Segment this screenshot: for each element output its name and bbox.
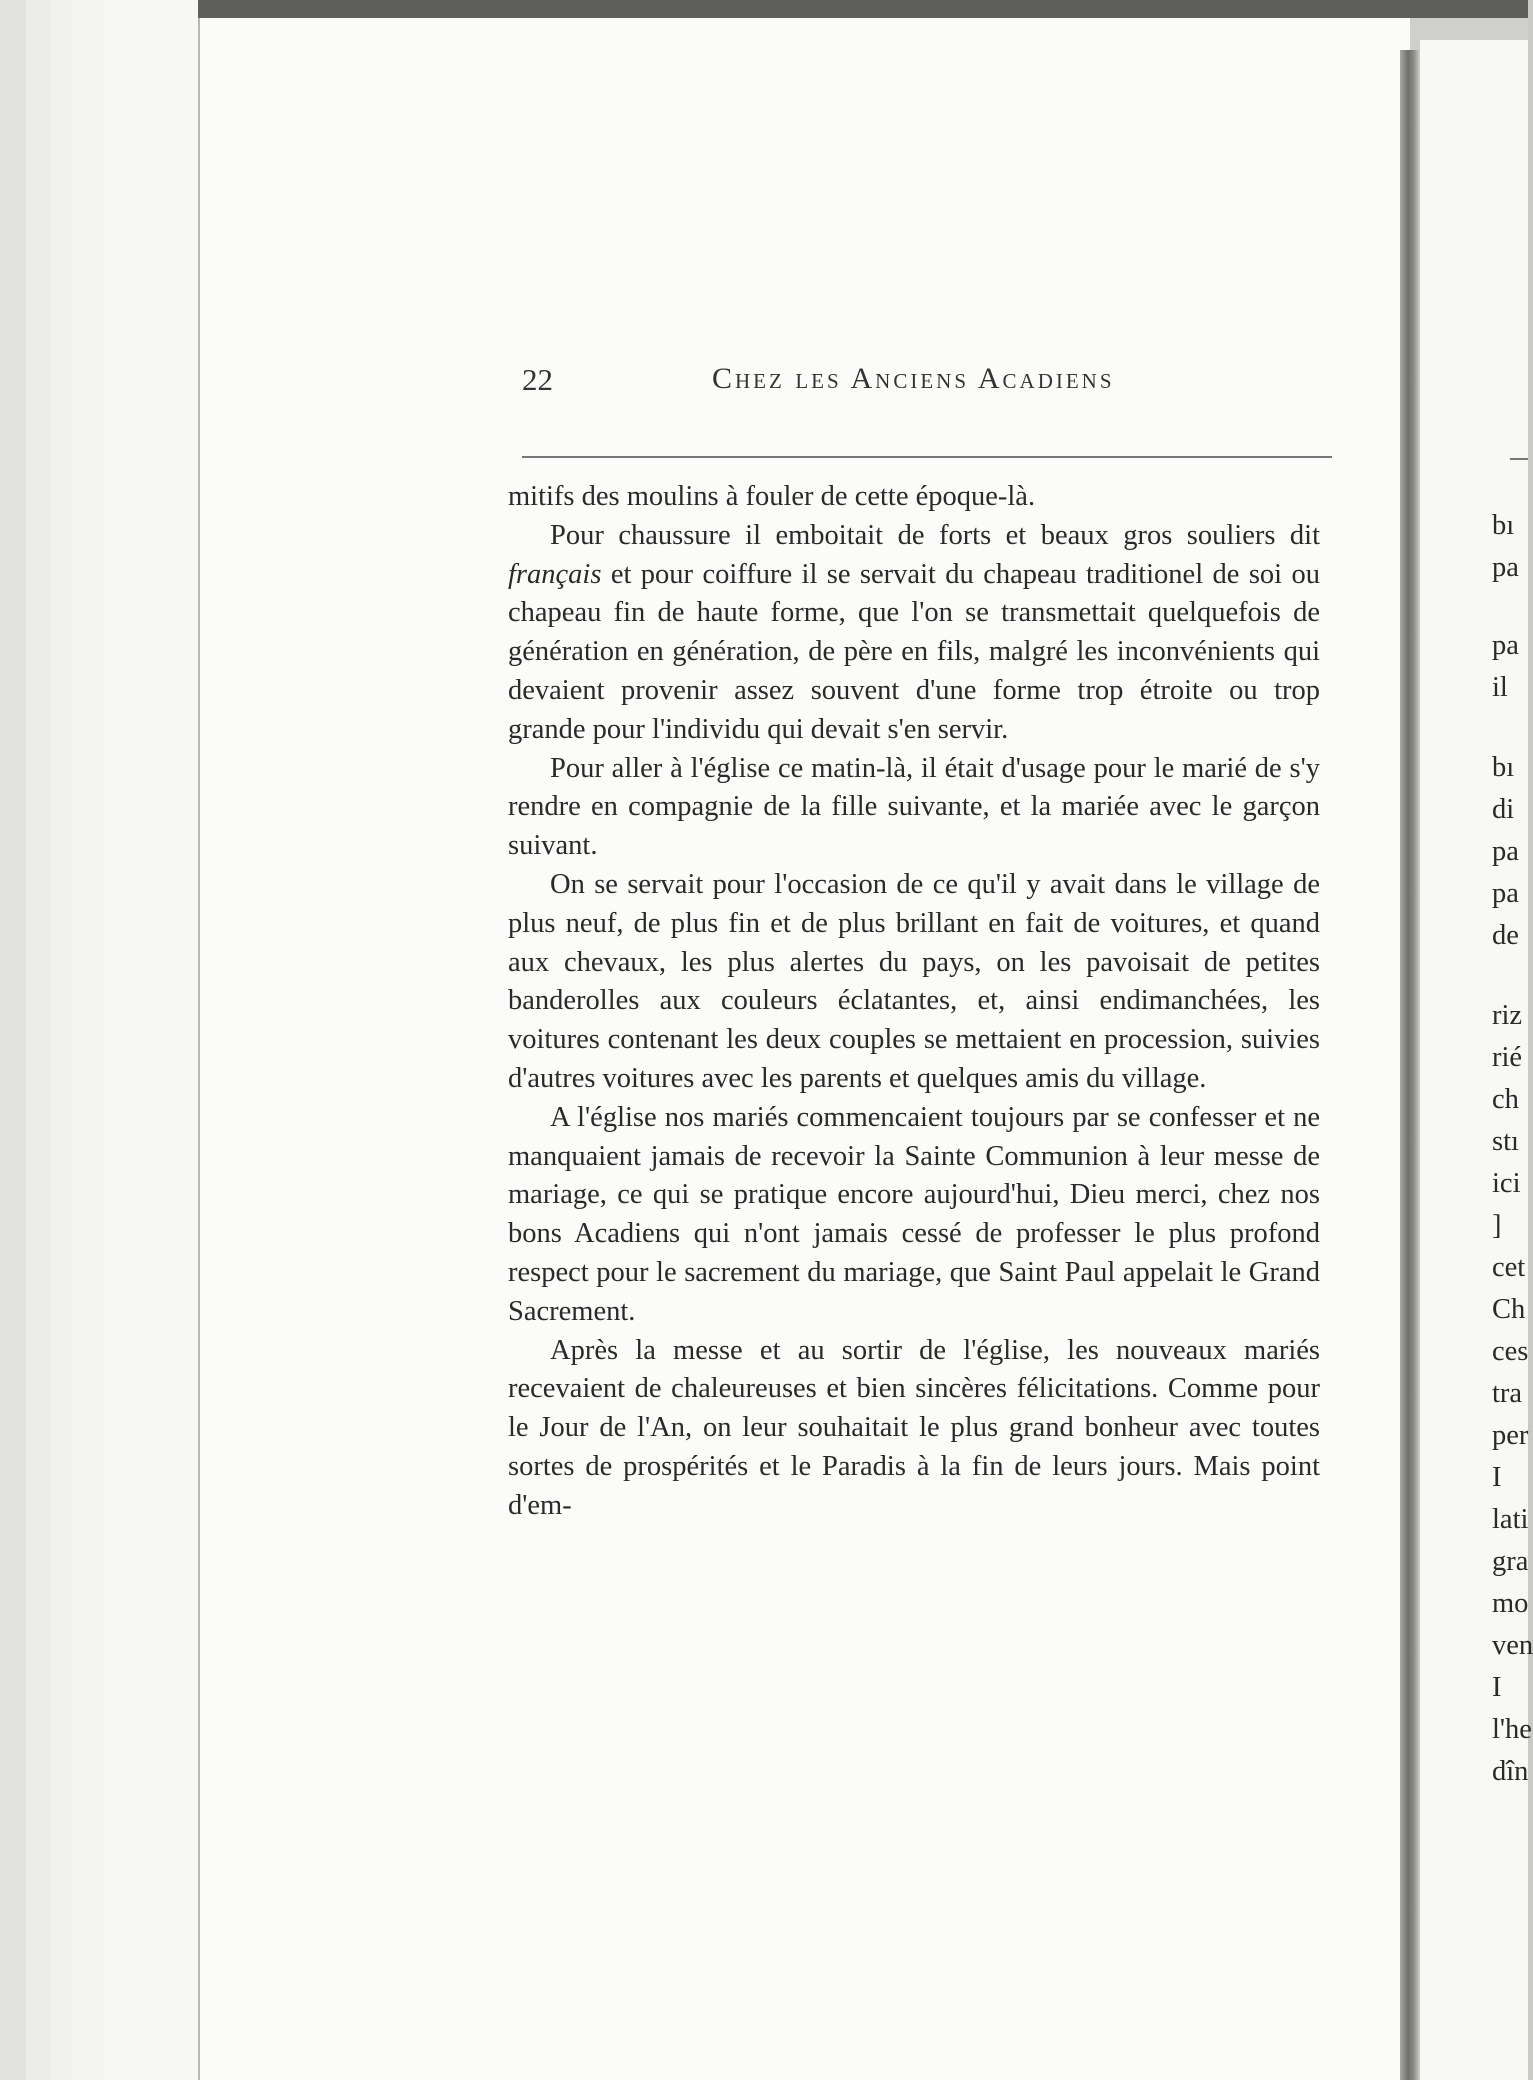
- right-page-fragment: cet: [1492, 1252, 1526, 1283]
- right-page-fragment: dîn: [1492, 1756, 1529, 1787]
- paragraph: A l'église nos mariés commencaient toujours par se confesser et ne manquaient jamais de recevoir la Sainte Communion à leur messe de mariage, ce qui se pratique encore aujourd'hui, Dieu merci, chez nos bons Acadiens qui n'ont jamais cessé de professer le plus profond respect pour le sacrement du mariage, que Saint Paul appelait le Grand Sacrement.: [508, 1101, 1320, 1327]
- paragraph-text: et pour coiffure il se servait du chapeau traditionel de soi ou chapeau fin de haute forme, que l'on se transmettait quelquefois de génération en génération, de père en fils, malgré les inconvénients qui devaient provenir assez souvent d'une forme trop étroite ou trop grande pour l'individu qui devait s'en servir.: [508, 558, 1320, 745]
- right-page: [1420, 40, 1533, 2080]
- paragraph: Pour aller à l'église ce matin-là, il était d'usage pour le marié de s'y rendre en compagnie de la fille suivante, et la mariée avec le garçon suivant.: [508, 752, 1320, 862]
- header-rule: [522, 456, 1332, 458]
- right-page-fragment: pa: [1492, 836, 1519, 867]
- right-page-fragment: tra: [1492, 1378, 1523, 1409]
- page-edge-stack: [50, 0, 74, 2080]
- right-page-fragment: pa: [1492, 552, 1519, 583]
- right-page-fragment: riz: [1492, 1000, 1523, 1031]
- right-page-fragment: I: [1492, 1462, 1502, 1493]
- right-page-fragment: bı: [1492, 510, 1515, 541]
- right-page-fragment: rié: [1492, 1042, 1523, 1073]
- italic-word: français: [508, 558, 602, 590]
- right-page-fragment: ]: [1492, 1210, 1502, 1241]
- right-page-fragment: gra: [1492, 1546, 1529, 1577]
- right-page-fragment: ch: [1492, 1084, 1519, 1115]
- right-page-fragment: ici: [1492, 1168, 1521, 1199]
- right-page-fragment: Ch: [1492, 1294, 1526, 1325]
- right-page-fragment: l'he: [1492, 1714, 1532, 1745]
- page-edge-stack: [142, 0, 200, 2080]
- right-page-fragment: stı: [1492, 1126, 1519, 1157]
- paragraph-text: Pour chaussure il emboitait de forts et beaux gros souliers dit: [550, 519, 1320, 551]
- page-edge-stack: [0, 0, 28, 2080]
- page-header: [522, 362, 1332, 402]
- body-text: [508, 478, 1320, 1526]
- page-number: 22: [522, 362, 553, 397]
- right-page-fragment: lati: [1492, 1504, 1529, 1535]
- page-edge-stack: [72, 0, 106, 2080]
- scan-top-border: [198, 0, 1528, 18]
- right-page-fragment: ven: [1492, 1630, 1533, 1661]
- page-edge-stack: [26, 0, 52, 2080]
- right-page-fragment: pa: [1492, 630, 1519, 661]
- right-page-fragment: mo: [1492, 1588, 1529, 1619]
- paragraph: Après la messe et au sortir de l'église, les nouveaux mariés recevaient de chaleureuses et bien sincères félicitations. Comme pour le Jour de l'An, on leur souhaitait le plus grand bonheur avec toutes sortes de prospérités et le Paradis à la fin de leurs jours. Mais point d'em-: [508, 1334, 1320, 1521]
- right-page-fragment: il: [1492, 672, 1508, 703]
- running-head: Chez les Anciens Acadiens: [712, 362, 1115, 395]
- right-page-fragment: ces: [1492, 1336, 1529, 1367]
- right-page-fragment: bı: [1492, 752, 1515, 783]
- right-header-rule: [1510, 458, 1528, 460]
- book-gutter: [1400, 50, 1420, 2080]
- right-page-fragment: di: [1492, 794, 1515, 825]
- right-page-fragment: per: [1492, 1420, 1529, 1451]
- right-page-fragment: I: [1492, 1672, 1502, 1703]
- paragraph: [508, 517, 1320, 750]
- paragraph: mitifs des moulins à fouler de cette époque-là.: [508, 481, 1036, 512]
- right-page-fragment: de: [1492, 920, 1519, 951]
- paragraph: On se servait pour l'occasion de ce qu'il y avait dans le village de plus neuf, de plus fin et de plus brillant en fait de voitures, et quand aux chevaux, les plus alertes du pays, on les pavoisait de petites banderolles aux couleurs éclatantes, et, ainsi endimanchées, les voitures contenant les deux couples se mettaient en procession, suivies d'autres voitures avec les parents et quelques amis du village.: [508, 868, 1320, 1094]
- page-edge-stack: [104, 0, 144, 2080]
- right-page-fragment: pa: [1492, 878, 1519, 909]
